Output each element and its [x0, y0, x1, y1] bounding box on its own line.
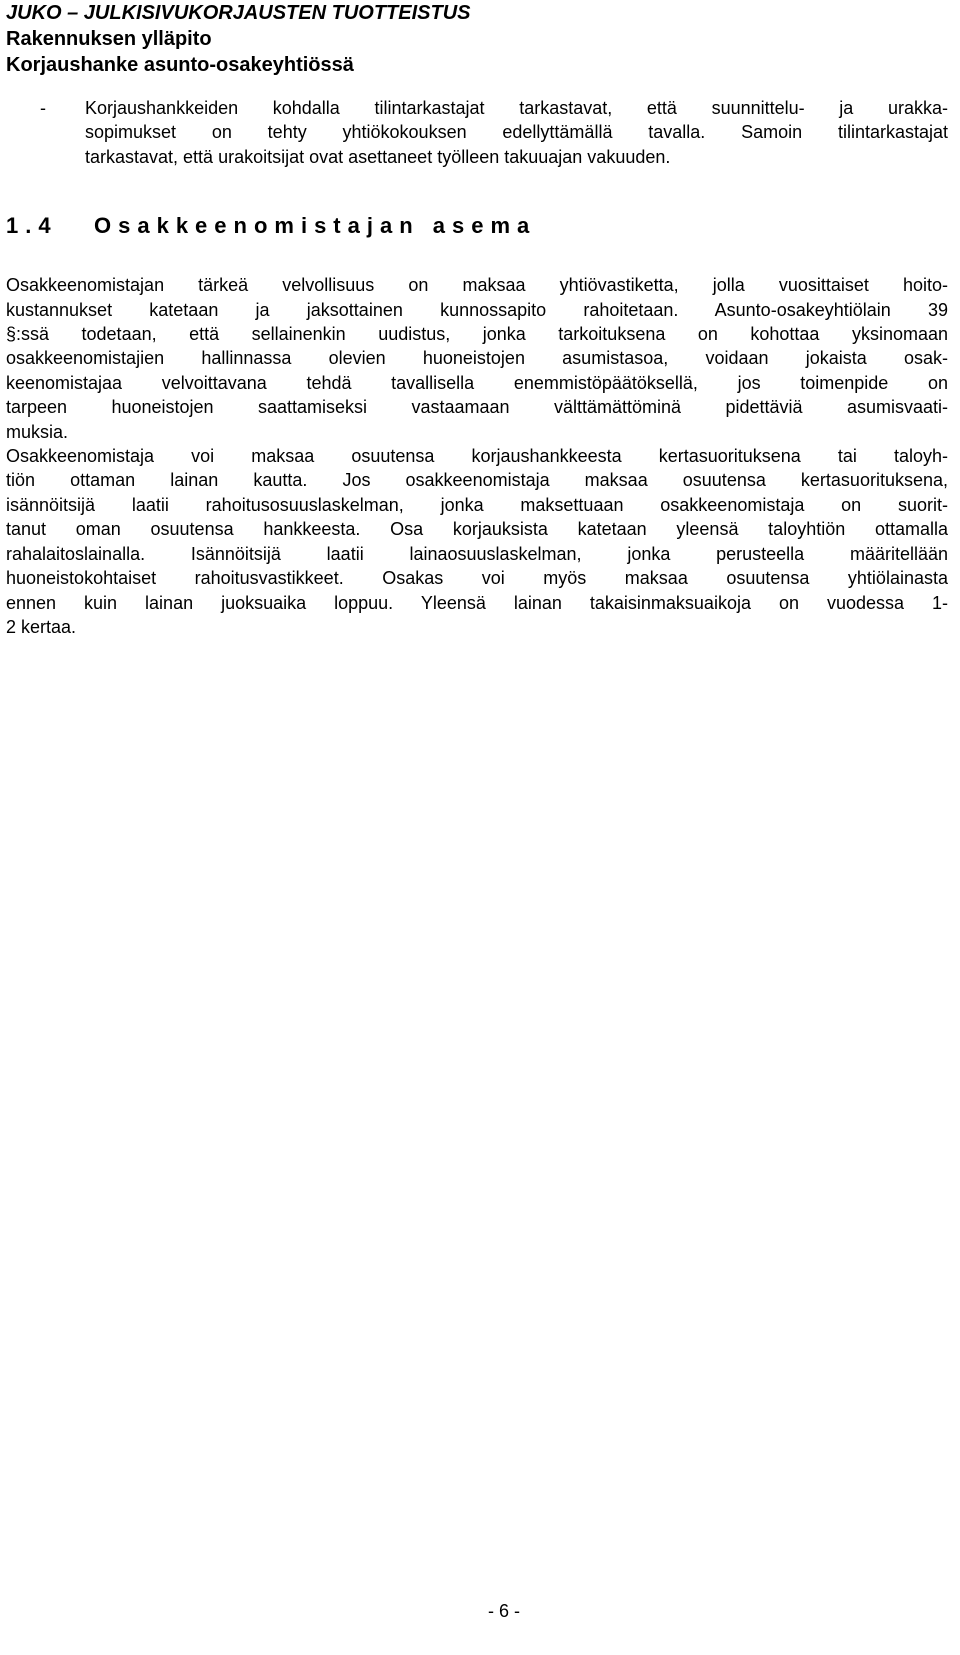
- paragraph-line: tanut oman osuutensa hankkeesta. Osa korjauksista katetaan yleensä taloyhtiön ottamalla: [6, 519, 948, 540]
- section-title: Osakkeenomistajan asema: [94, 213, 537, 239]
- paragraph-line: rahalaitoslainalla. Isännöitsijä laatii lainaosuuslaskelman, jonka perusteella määritellään: [6, 543, 948, 564]
- paragraph-line: osakkeenomistajien hallinnassa olevien huoneistojen asumistasoa, voidaan jokaista osak-: [6, 348, 948, 369]
- paragraph-line: §:ssä todetaan, että sellainenkin uudistus, jonka tarkoituksena on kohottaa yksinomaan: [6, 324, 948, 345]
- header-project-title: JUKO – JULKISIVUKORJAUSTEN TUOTTEISTUS: [6, 2, 471, 24]
- paragraph-payment: [6, 444, 948, 639]
- paragraph-line: Osakkeenomistajan tärkeä velvollisuus on maksaa yhtiövastiketta, jolla vuosittaiset hoito-: [6, 275, 948, 296]
- header-subtopic: Korjaushanke asunto-osakeyhtiössä: [6, 54, 354, 76]
- bullet-marker: -: [40, 98, 46, 118]
- document-body: [6, 96, 948, 639]
- paragraph-line: isännöitsijä laatii rahoitusosuuslaskelman, jonka maksettuaan osakkeenomistaja on suorit-: [6, 494, 948, 515]
- paragraph-line: tarpeen huoneistojen saattamiseksi vastaamaan välttämättöminä pidettäviä asumisvaati-: [6, 397, 948, 418]
- header-topic: Rakennuksen ylläpito: [6, 28, 212, 50]
- paragraph-line: kustannukset katetaan ja jaksottainen kunnossapito rahoitetaan. Asunto-osakeyhtiölain 39: [6, 299, 948, 320]
- section-heading: [6, 211, 948, 241]
- bullet-line: Korjaushankkeiden kohdalla tilintarkastajat tarkastavat, että suunnittelu- ja urakka-: [85, 98, 948, 118]
- paragraph-line: tiön ottaman lainan kautta. Jos osakkeenomistaja maksaa osuutensa kertasuorituksena,: [6, 470, 948, 491]
- section-number: 1.4: [6, 213, 58, 239]
- paragraph-line: keenomistajaa velvoittavana tehdä tavallisella enemmistöpäätöksellä, jos toimenpide on: [6, 372, 948, 393]
- paragraph-line: ennen kuin lainan juoksuaika loppuu. Yleensä lainan takaisinmaksuaikoja on vuodessa 1-: [6, 592, 948, 613]
- page-number: - 6 -: [487, 1601, 520, 1621]
- bullet-item: [6, 96, 948, 169]
- bullet-line: tarkastavat, että urakoitsijat ovat asettaneet työlleen takuuajan vakuuden.: [85, 146, 671, 167]
- paragraph-line: 2 kertaa.: [6, 616, 77, 637]
- paragraph-line: Osakkeenomistaja voi maksaa osuutensa korjaushankkeesta kertasuorituksena tai taloyh-: [6, 446, 948, 467]
- bullet-line: sopimukset on tehty yhtiökokouksen edellyttämällä tavalla. Samoin tilintarkastajat: [85, 122, 948, 143]
- paragraph-line: huoneistokohtaiset rahoitusvastikkeet. Osakas voi myös maksaa osuutensa yhtiölainasta: [6, 568, 948, 589]
- document-header: [6, 0, 946, 78]
- paragraph-obligations: [6, 273, 948, 444]
- paragraph-line: muksia.: [6, 421, 69, 442]
